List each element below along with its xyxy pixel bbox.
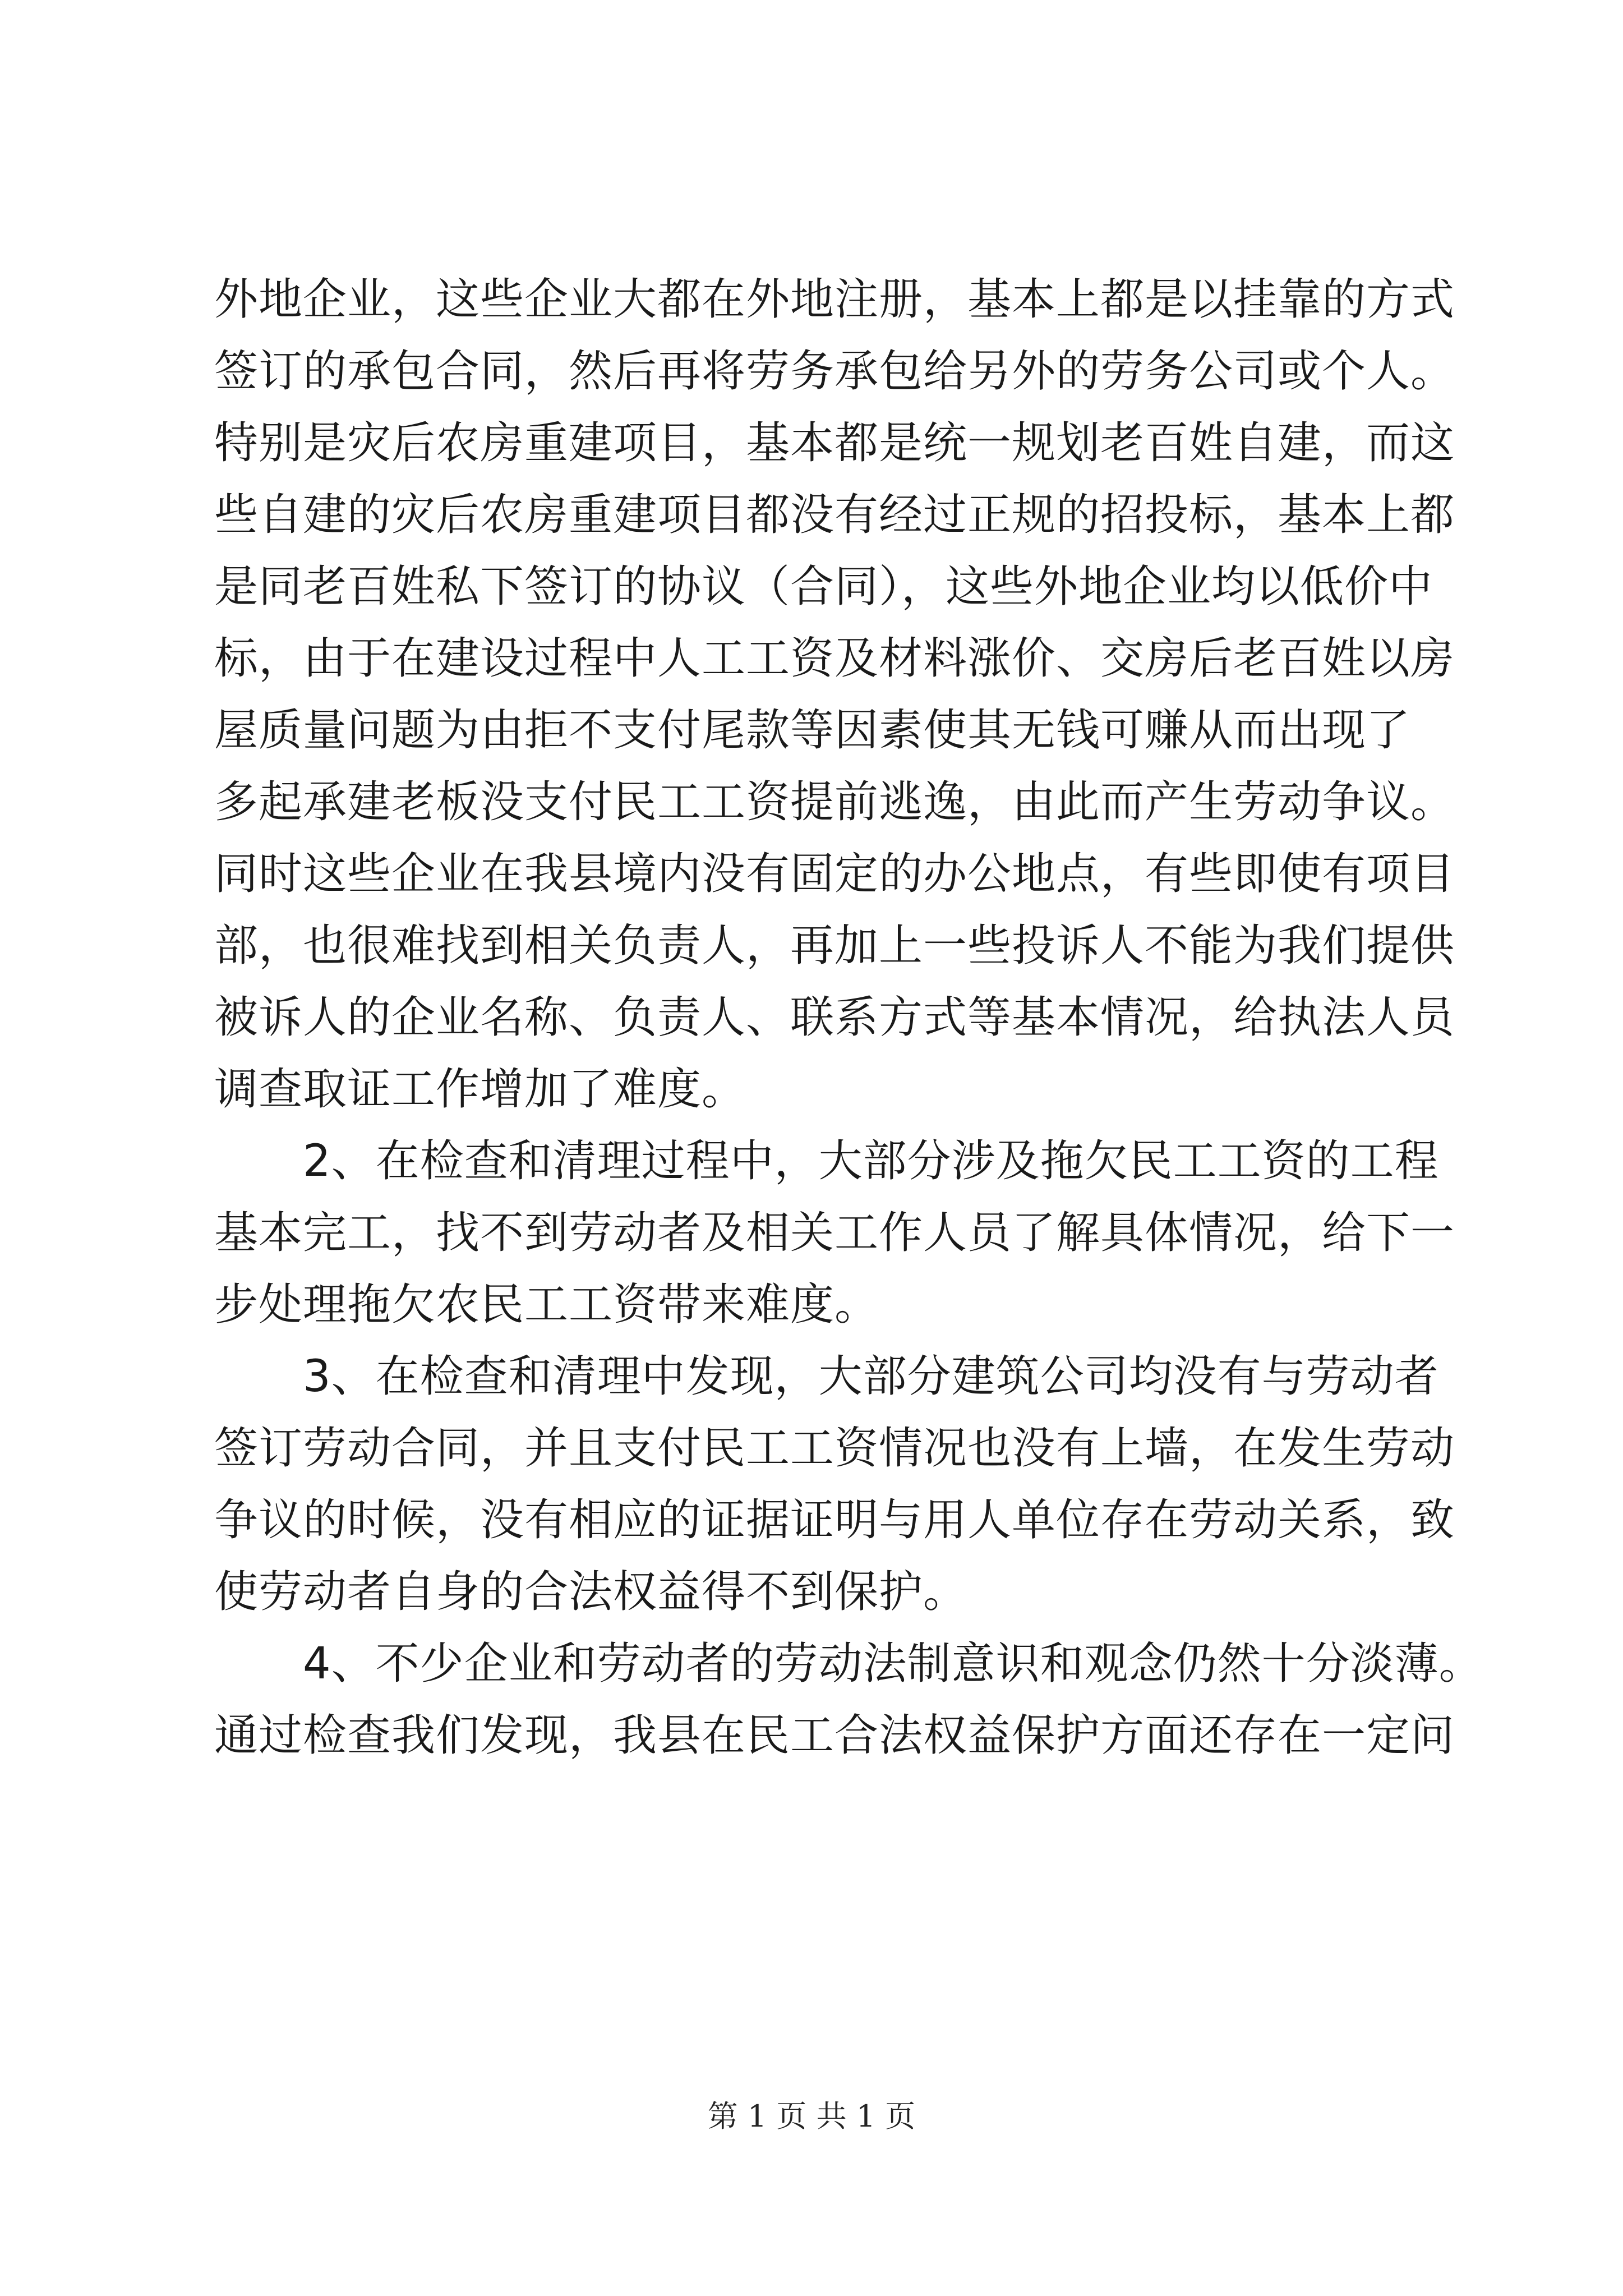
- text-line: 步处理拖欠农民工工资带来难度。: [214, 1280, 879, 1330]
- text-line: 部，也很难找到相关负责人，再加上一些投诉人不能为我们提供: [214, 921, 1455, 971]
- document-body: [214, 264, 1483, 1772]
- text-line: 被诉人的企业名称、负责人、联系方式等基本情况，给执法人员: [214, 992, 1455, 1043]
- text-line: 3、在检查和清理中发现，大部分建筑公司均没有与劳动者: [214, 1351, 1439, 1402]
- text-line: 是同老百姓私下签订的协议（合同），这些外地企业均以低价中: [214, 562, 1433, 612]
- text-line: 基本完工，找不到劳动者及相关工作人员了解具体情况，给下一: [214, 1208, 1455, 1258]
- text-line: 争议的时候，没有相应的证据证明与用人单位存在劳动关系，致: [214, 1495, 1455, 1545]
- text-line: 标，由于在建设过程中人工工资及材料涨价、交房后老百姓以房: [214, 633, 1455, 684]
- text-line: 签订劳动合同，并且支付民工工资情况也没有上墙，在发生劳动: [214, 1423, 1455, 1474]
- page-footer: 第 1 页 共 1 页: [707, 2099, 916, 2134]
- text-line: 屋质量问题为由拒不支付尾款等因素使其无钱可赚从而出现了: [214, 705, 1411, 756]
- text-line: 使劳动者自身的合法权益得不到保护。: [214, 1567, 968, 1617]
- text-line: 些自建的灾后农房重建项目都没有经过正规的招投标，基本上都: [214, 490, 1455, 540]
- text-line: 4、不少企业和劳动者的劳动法制意识和观念仍然十分淡薄。: [214, 1639, 1483, 1689]
- text-line: 同时这些企业在我县境内没有固定的办公地点，有些即使有项目: [214, 849, 1455, 899]
- text-line: 签订的承包合同，然后再将劳务承包给另外的劳务公司或个人。: [214, 346, 1455, 397]
- text-line: 通过检查我们发现，我县在民工合法权益保护方面还存在一定问: [214, 1710, 1455, 1761]
- text-line: 调查取证工作增加了难度。: [214, 1064, 746, 1115]
- text-line: 外地企业，这些企业大都在外地注册，基本上都是以挂靠的方式: [214, 274, 1455, 325]
- text-line: 2、在检查和清理过程中，大部分涉及拖欠民工工资的工程: [214, 1136, 1439, 1186]
- text-line: 特别是灾后农房重建项目，基本都是统一规划老百姓自建，而这: [214, 418, 1455, 468]
- text-line: 多起承建老板没支付民工工资提前逃逸，由此而产生劳动争议。: [214, 777, 1455, 827]
